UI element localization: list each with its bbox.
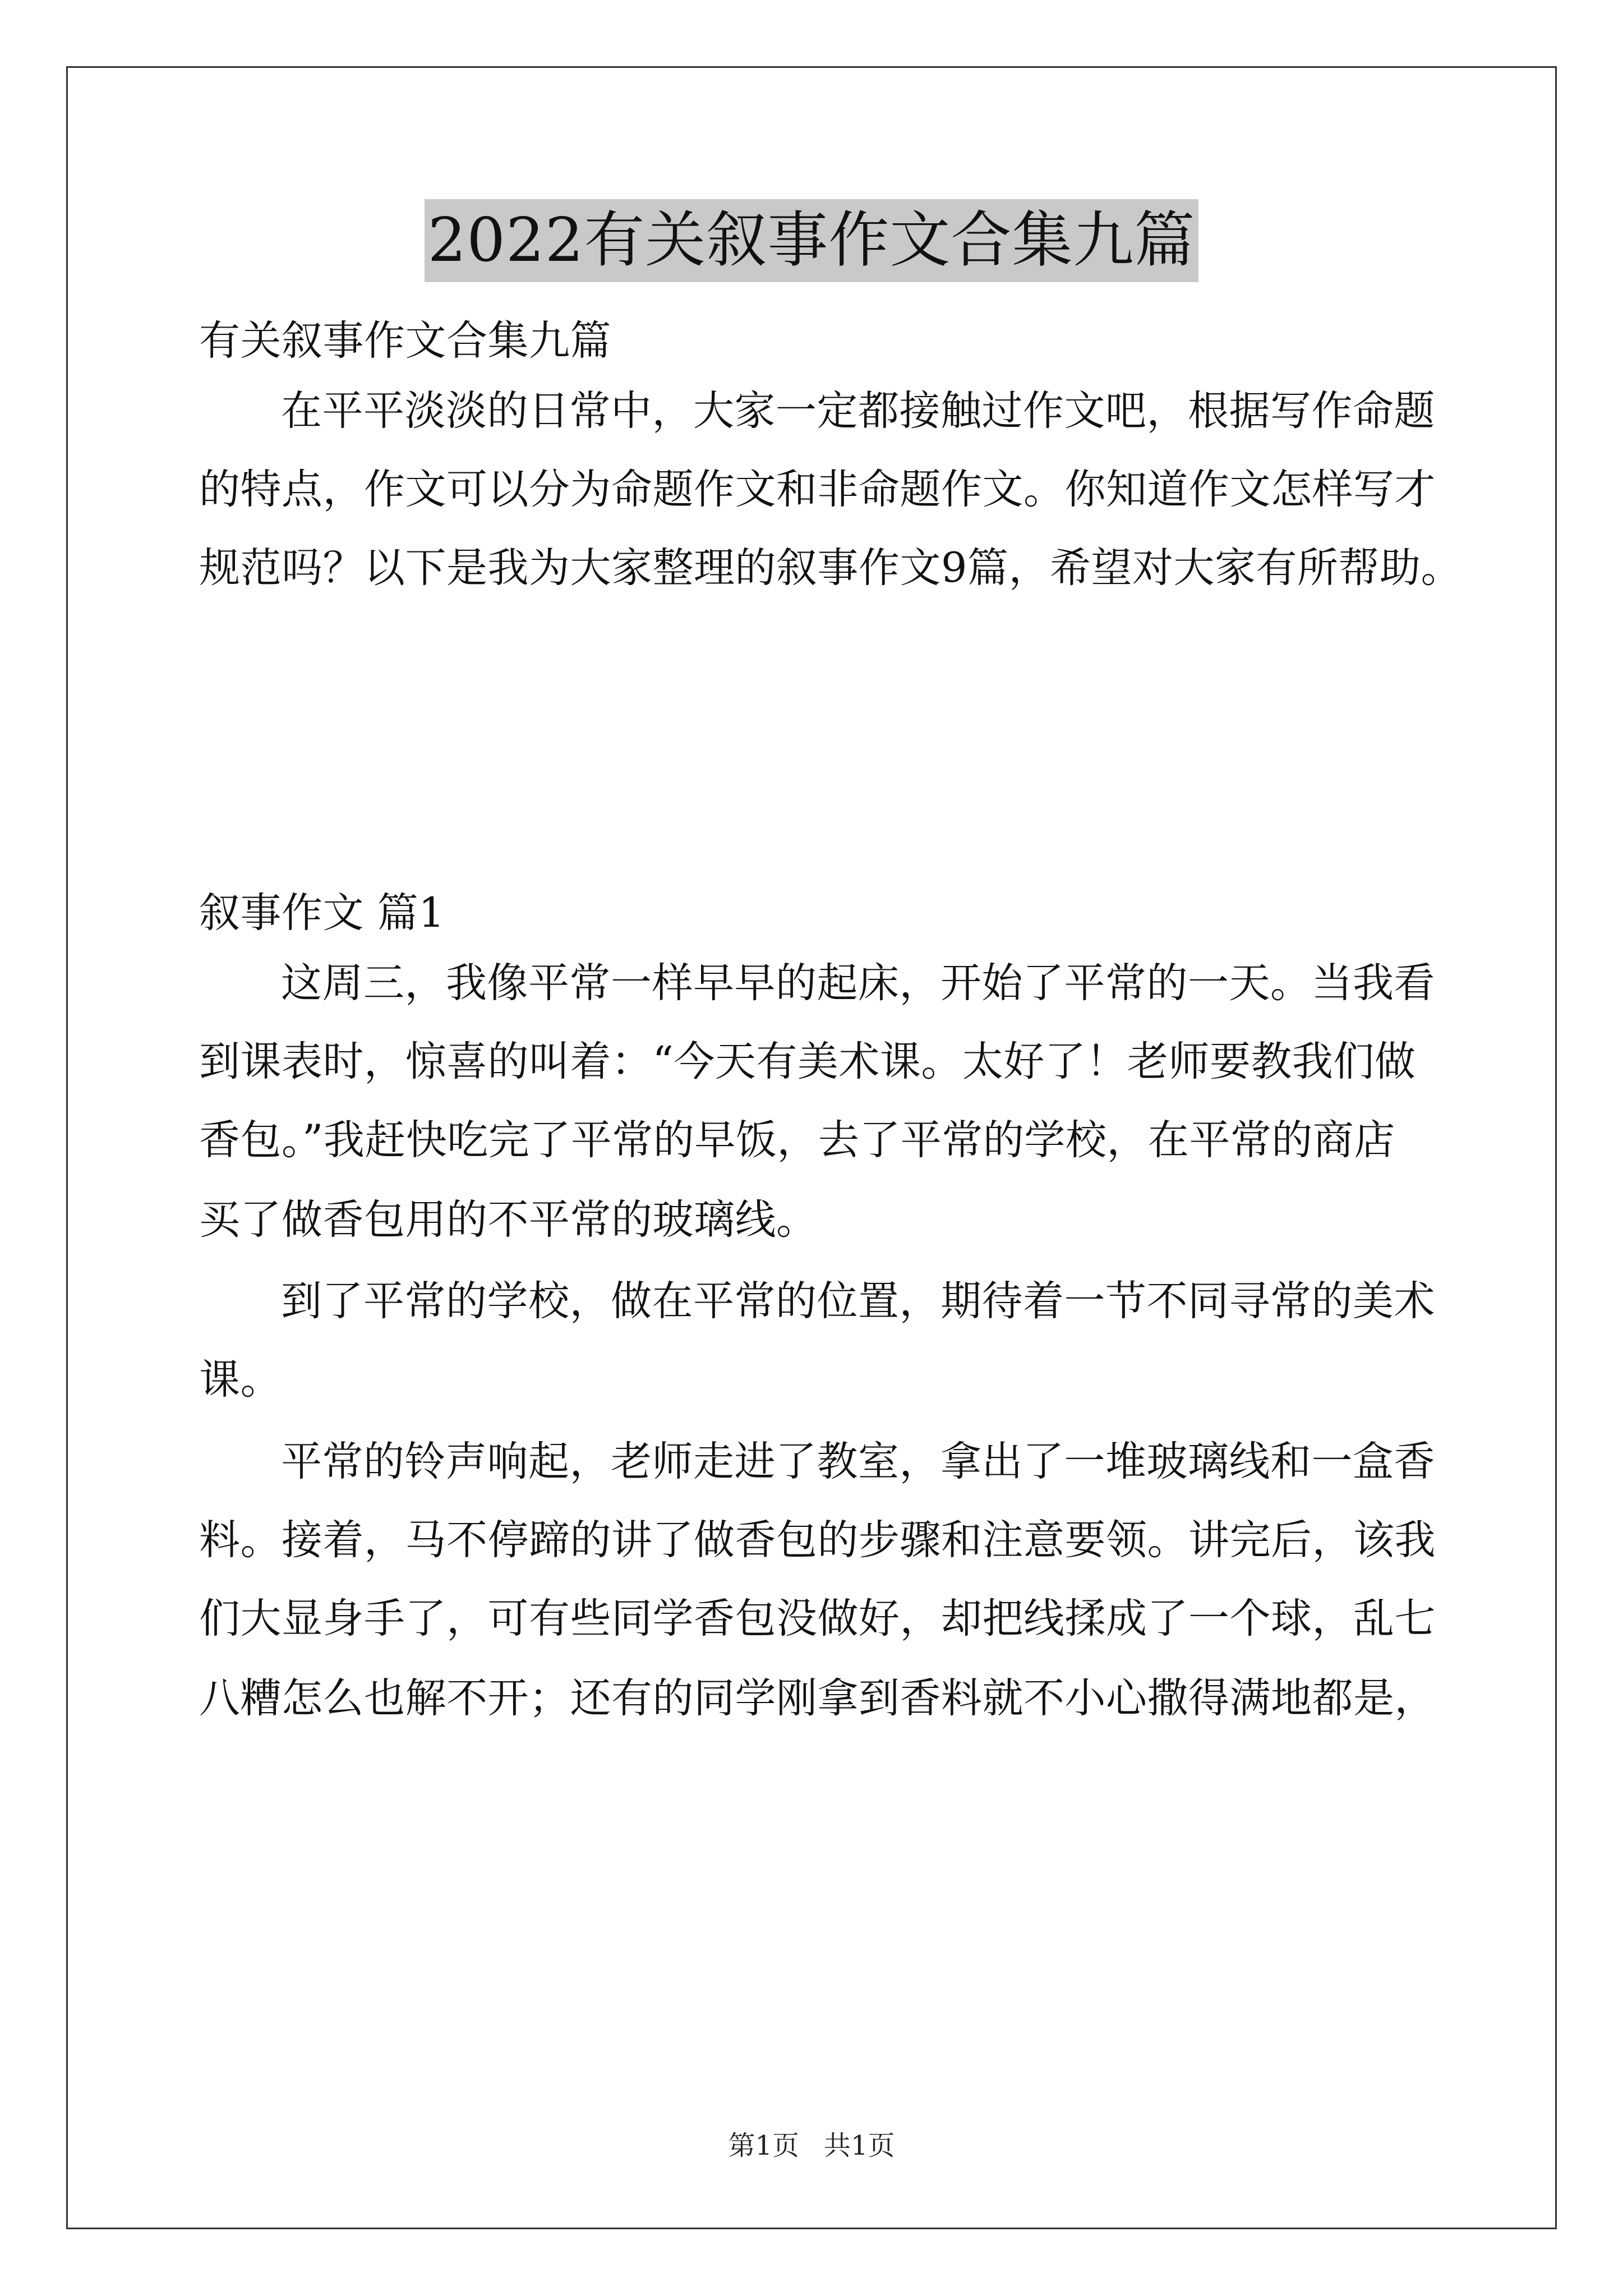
intro-line-1: 在平平淡淡的日常中，大家一定都接触过作文吧，根据写作命题 — [281, 387, 1435, 435]
paragraph2-line-1: 到了平常的学校，做在平常的位置，期待着一节不同寻常的美术 — [281, 1277, 1435, 1325]
paragraph2-line-2: 课。 — [199, 1356, 282, 1404]
document-title: 2022有关叙事作文合集九篇 — [425, 199, 1199, 282]
page-footer — [0, 2129, 1623, 2162]
page-number: 第1页 — [728, 2130, 799, 2161]
paragraph3-line-2: 料。接着，马不停蹄的讲了做香包的步骤和注意要领。讲完后，该我 — [199, 1516, 1436, 1564]
subtitle: 有关叙事作文合集九篇 — [199, 317, 611, 365]
paragraph3-line-1: 平常的铃声响起，老师走进了教室，拿出了一堆玻璃线和一盒香 — [281, 1438, 1435, 1485]
intro-line-3: 规范吗？以下是我为大家整理的叙事作文9篇，希望对大家有所帮助。 — [199, 544, 1462, 592]
paragraph1-line-1: 这周三，我像平常一样早早的起床，开始了平常的一天。当我看 — [281, 959, 1435, 1007]
title-wrap — [0, 199, 1623, 282]
paragraph1-line-2: 到课表时，惊喜的叫着：“今天有美术课。太好了！老师要教我们做 — [199, 1038, 1416, 1085]
paragraph3-line-4: 八糟怎么也解不开；还有的同学刚拿到香料就不小心撒得满地都是， — [199, 1674, 1436, 1722]
intro-line-2: 的特点，作文可以分为命题作文和非命题作文。你知道作文怎样写才 — [199, 466, 1436, 513]
page-total: 共1页 — [824, 2130, 895, 2161]
paragraph1-line-4: 买了做香包用的不平常的玻璃线。 — [199, 1196, 818, 1244]
paragraph1-line-3: 香包。”我赶快吃完了平常的早饭，去了平常的学校，在平常的商店 — [199, 1116, 1395, 1164]
section-heading: 叙事作文 篇1 — [199, 889, 445, 937]
paragraph3-line-3: 们大显身手了，可有些同学香包没做好，却把线揉成了一个球，乱七 — [199, 1595, 1436, 1642]
